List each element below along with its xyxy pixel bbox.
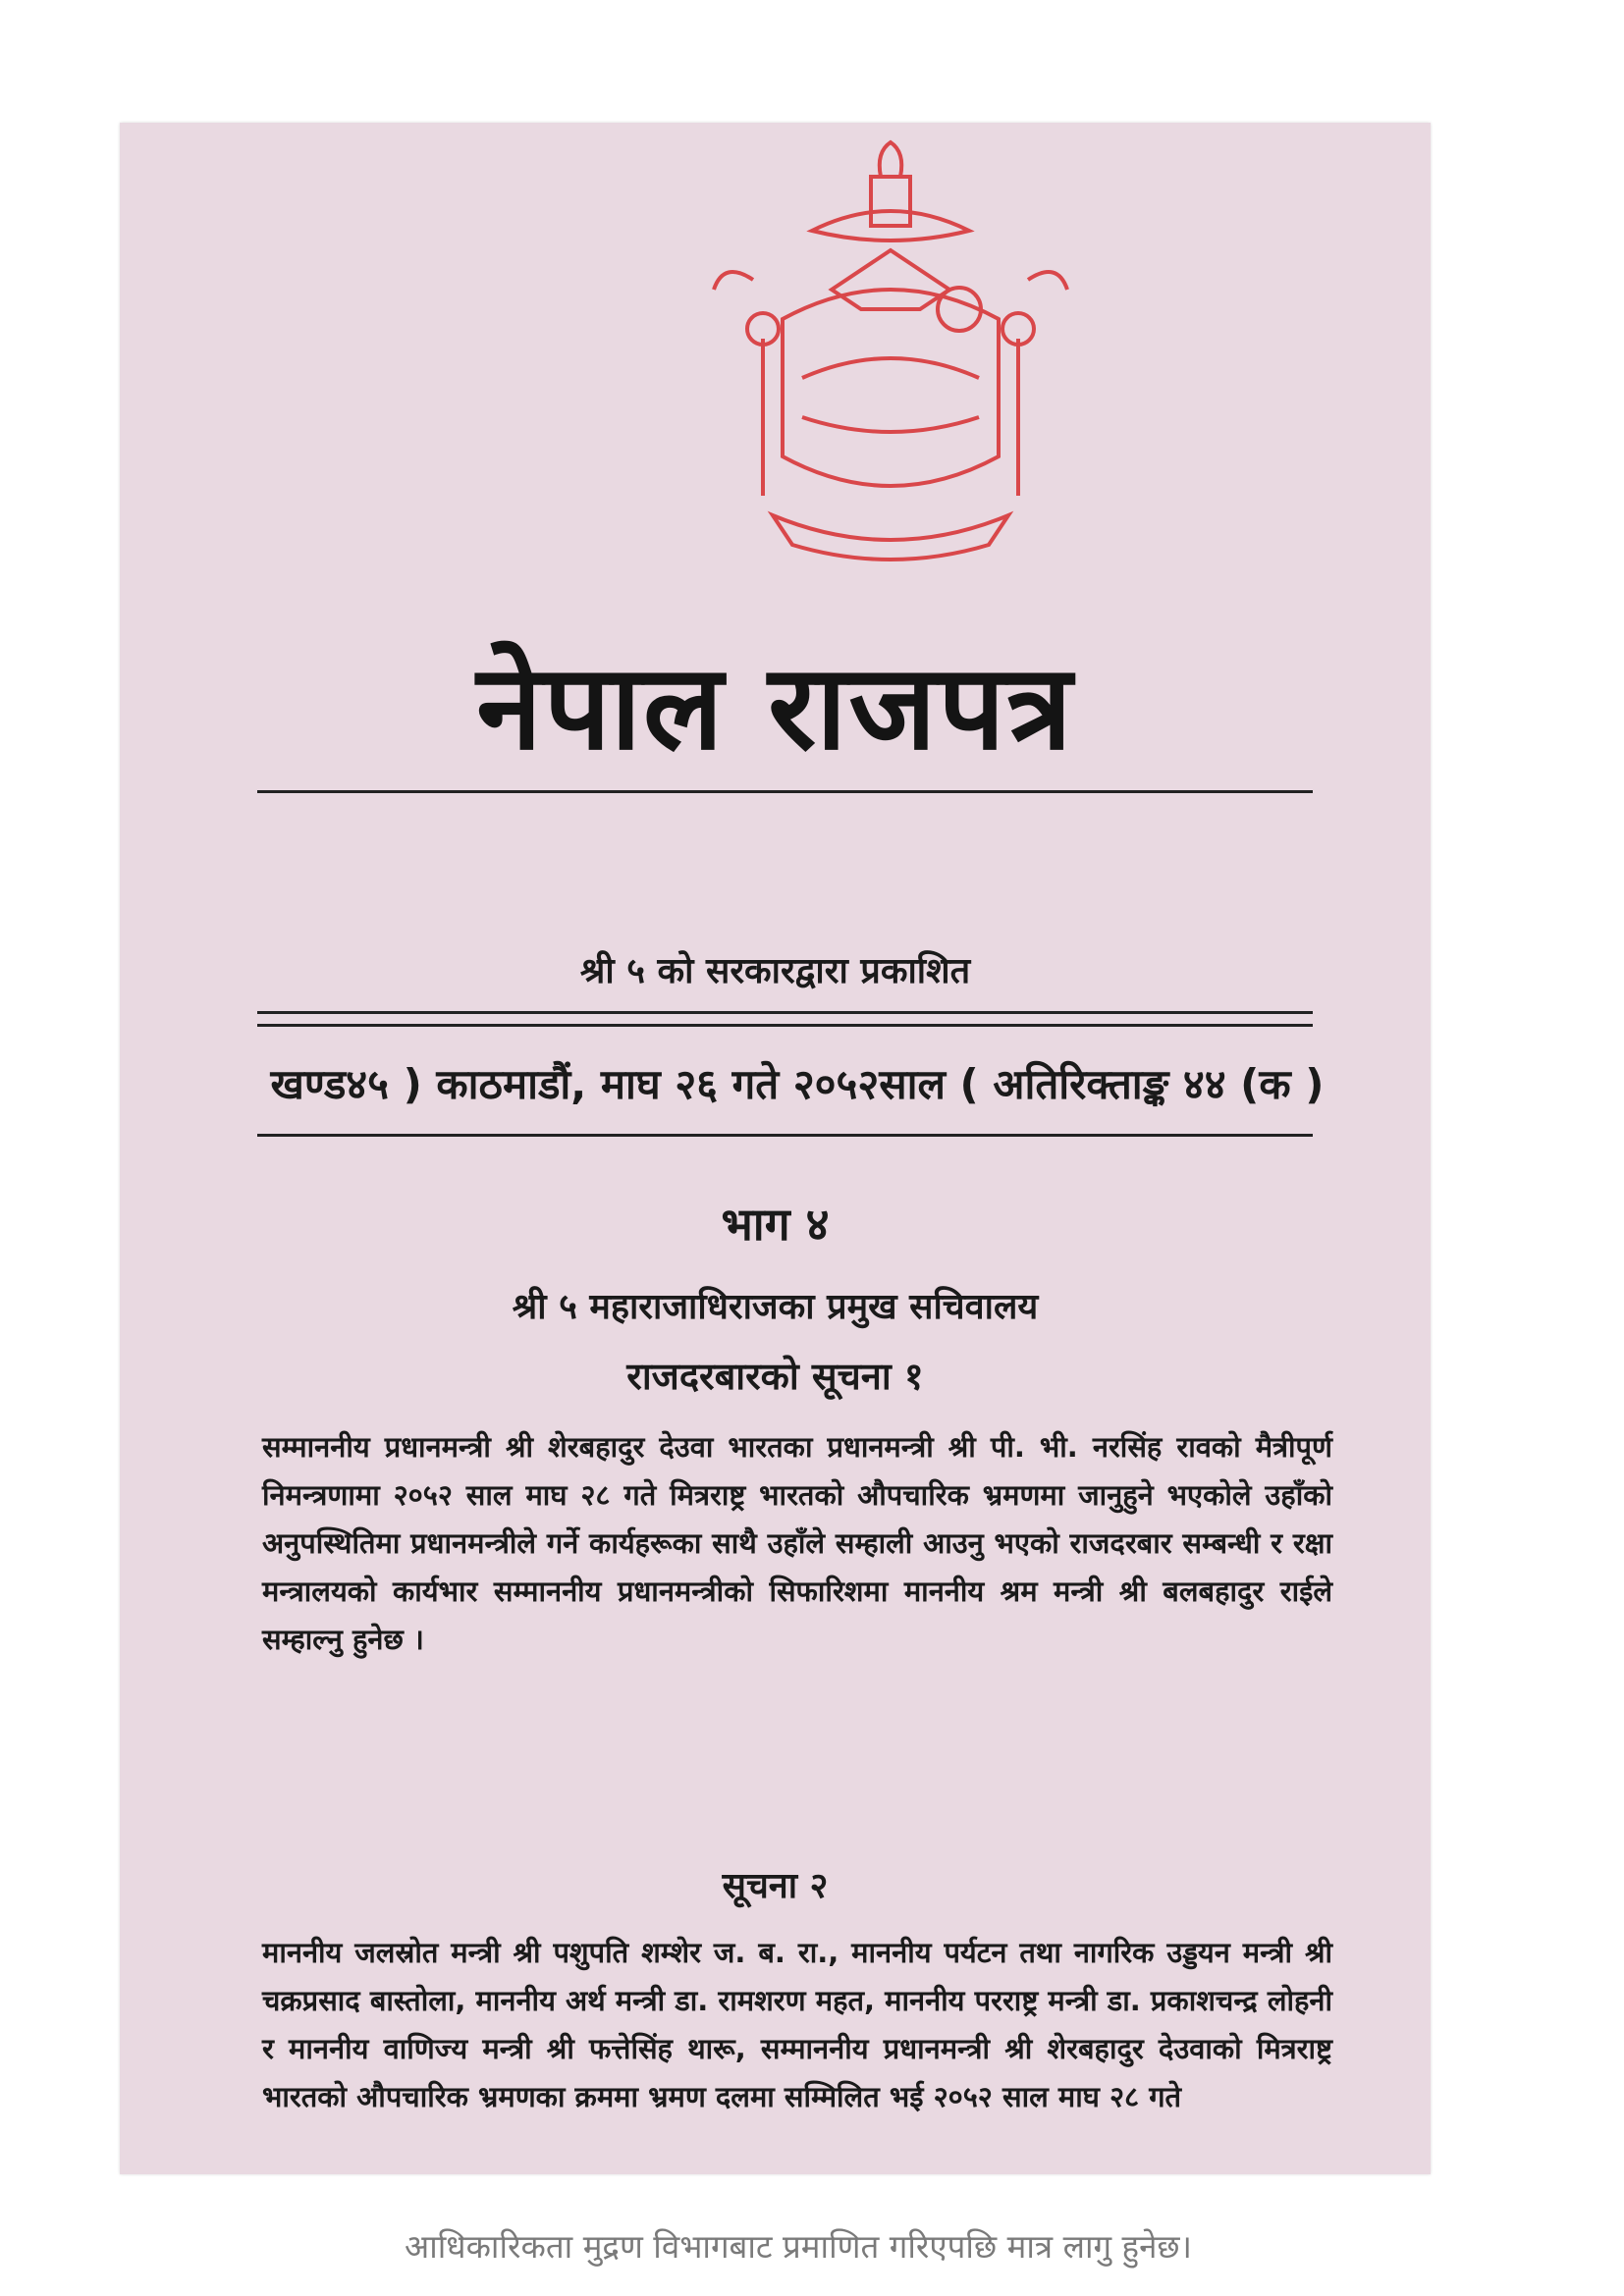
footer-note: आधिकारिकता मुद्रण विभागबाट प्रमाणित गरिएपछि मात्र लागु हुनेछ। [405,2227,1193,2266]
publisher-line: श्री ५ को सरकारद्वारा प्रकाशित [579,951,971,991]
issue-line: खण्ड४५ ) काठमाडौं, माघ २६ गते २०५२साल ( अतिरिक्ताङ्क ४४ (क ) [270,1060,1325,1108]
notice2-body: माननीय जलस्रोत मन्त्री श्री पशुपति शम्शेर ज. ब. रा., माननीय पर्यटन तथा नागरिक उड्डयन मन्त्री श्री चक्रप्रसाद बास्तोला, माननीय अर्थ मन्त्री डा. रामशरण महत, माननीय परराष्ट्र मन्त्री डा. प्रकाशचन्द्र लोहनी र माननीय वाणिज्य मन्त्री श्री फत्तेसिंह थारू, सम्माननीय प्रधानमन्त्री श्री शेरबहादुर देउवाको मित्रराष्ट्र भारतको औपचारिक भ्रमणका क्रममा भ्रमण दलमा सम्मिलित भई २०५२ साल माघ २८ गते [262,1936,1332,2113]
gazette-masthead: नेपाल राजपत्र [476,640,1074,776]
notice1-body: सम्माननीय प्रधानमन्त्री श्री शेरबहादुर देउवा भारतका प्रधानमन्त्री श्री पी. भी. नरसिंह रावको मैत्रीपूर्ण निमन्त्रणामा २०५२ साल माघ २८ गते मित्रराष्ट्र भारतको औपचारिक भ्रमणमा जानुहुने भएकोले उहाँको अनुपस्थितिमा प्रधानमन्त्रीले गर्ने कार्यहरूका साथै उहाँले सम्हाली आउनु भएको राजदरबार सम्बन्धी र रक्षा मन्त्रालयको कार्यभार सम्माननीय प्रधानमन्त्रीको सिफारिशमा माननीय श्रम मन्त्री श्री बलबहादुर राईले सम्हाल्नु हुनेछ । [262,1430,1332,1656]
part-heading: भाग ४ [721,1198,830,1251]
coat-of-arms-emblem [694,123,1087,604]
notice1-title: राजदरबारको सूचना १ [626,1355,924,1398]
office-heading: श्री ५ महाराजाधिराजका प्रमुख सचिवालय [512,1287,1039,1327]
rule-divider [257,1011,1313,1014]
gazette-page [120,123,1431,2266]
rule-divider [257,790,1313,793]
rule-divider [257,1024,1313,1027]
rule-divider [257,1134,1313,1137]
notice2-title: सूचना २ [722,1866,829,1906]
